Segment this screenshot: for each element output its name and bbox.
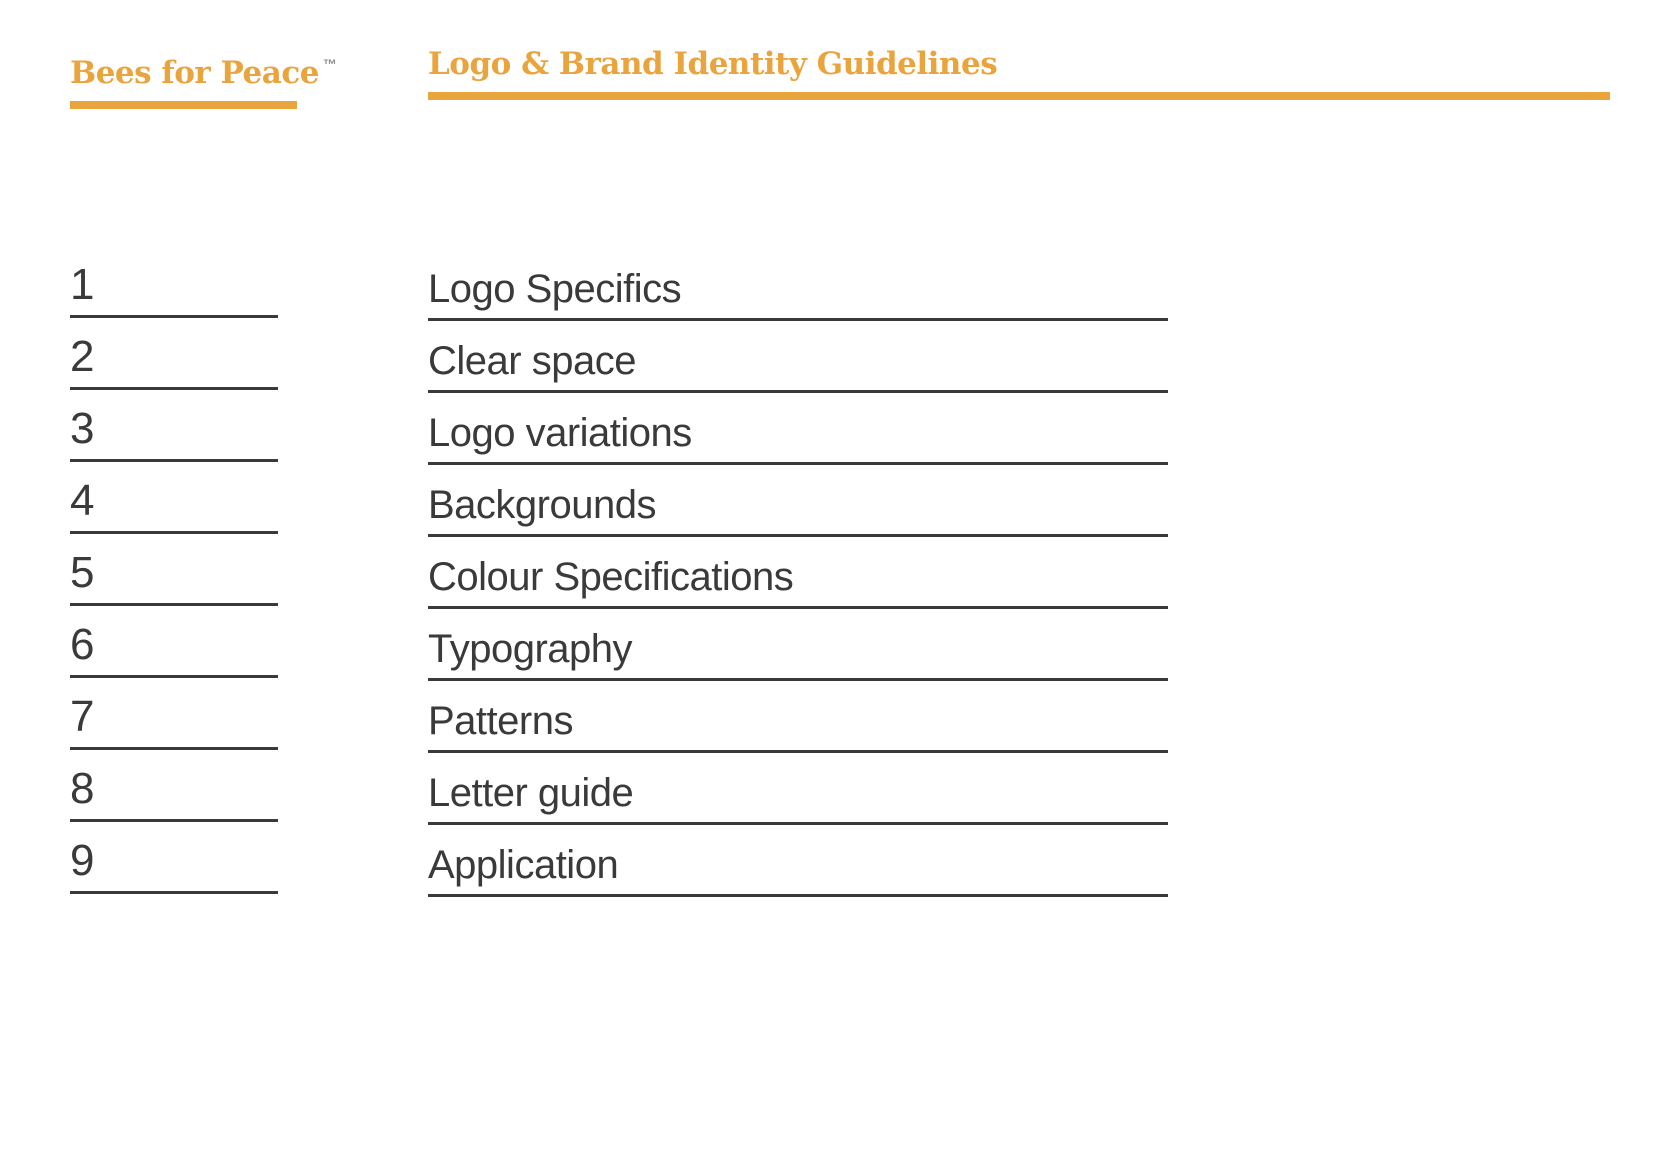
trademark-symbol: ™ [322,56,337,72]
toc-item-number: 7 [70,695,278,750]
toc-row [70,249,1168,321]
toc-item-label: Colour Specifications [428,557,1168,609]
toc-item-number: 1 [70,263,278,318]
toc-item-label: Logo Specifics [428,269,1168,321]
toc-item-label: Patterns [428,701,1168,753]
toc-item-label: Clear space [428,341,1168,393]
toc-row [70,537,1168,609]
toc-item-number: 3 [70,407,278,462]
toc-item-label: Typography [428,629,1168,681]
brand-name: Bees for Peace [70,55,319,91]
toc-item-label: Logo variations [428,413,1168,465]
toc-item-label: Application [428,845,1168,897]
toc-item-number: 6 [70,623,278,678]
toc-item-number: 5 [70,551,278,606]
document-title: Logo & Brand Identity Guidelines [428,46,1610,100]
table-of-contents [70,249,1168,897]
toc-item-label: Backgrounds [428,485,1168,537]
toc-item-number: 2 [70,335,278,390]
toc-item-number: 9 [70,839,278,894]
toc-item-label: Letter guide [428,773,1168,825]
toc-item-number: 8 [70,767,278,822]
toc-row [70,825,1168,897]
toc-row [70,681,1168,753]
toc-row [70,321,1168,393]
toc-row [70,393,1168,465]
toc-row [70,609,1168,681]
toc-row [70,753,1168,825]
toc-row [70,465,1168,537]
brand-logo-text [70,46,337,109]
toc-item-number: 4 [70,479,278,534]
